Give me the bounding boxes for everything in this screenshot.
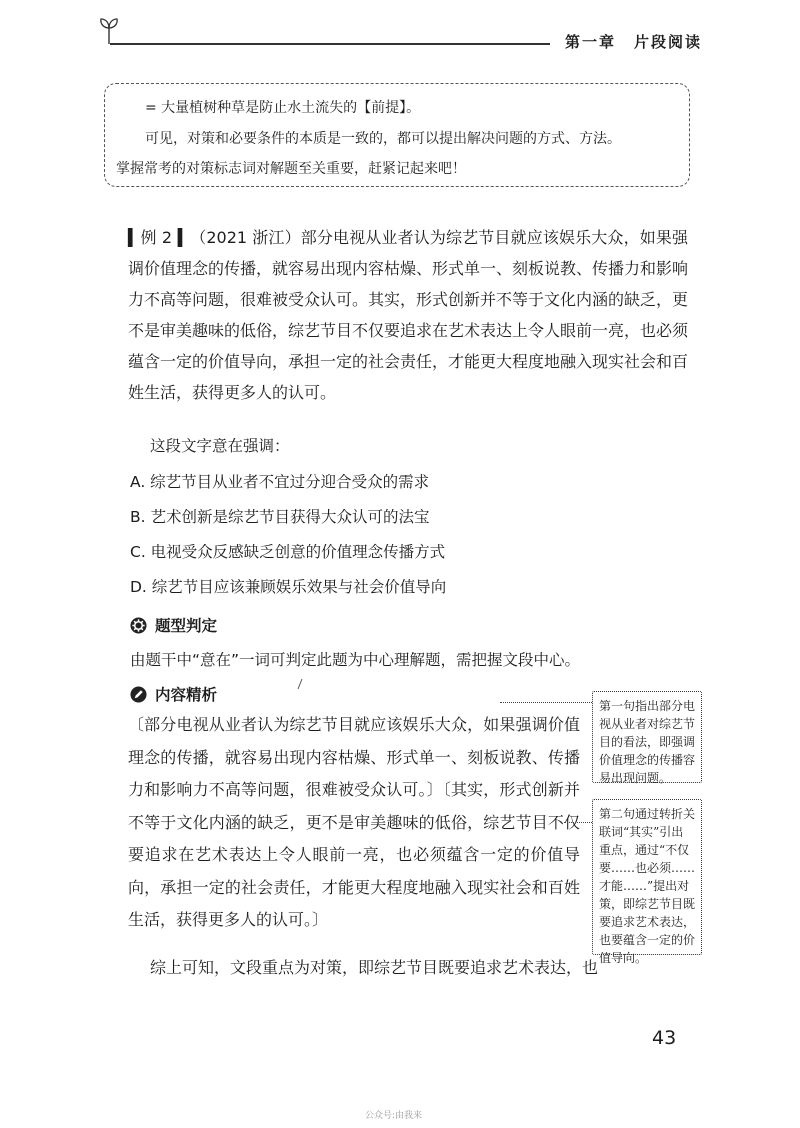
analysis-sentence-2: 〔其实，形式创新并不等于文化内涵的缺乏，更不是审美趣味的低俗，综艺节目不仅要追求在艺术表达上令人眼前一亮，也必须蕴含一定的价值导向，承担一定的社会责任，才能更大程度地融入现实社会和百姓生活，获得更多人的认可。〕 xyxy=(128,780,580,929)
tip-line-2: 可见，对策和必要条件的本质是一致的，都可以提出解决问题的方式、方法。 xyxy=(145,131,621,147)
tip-line-1: = 大量植树种草是防止水土流失的【前提】。 xyxy=(145,100,421,116)
page-number: 43 xyxy=(652,1027,677,1049)
content-analysis-heading xyxy=(130,683,217,705)
type-judgement-heading xyxy=(130,614,217,636)
analysis-paragraph xyxy=(128,709,580,937)
example-source: （2021 浙江） xyxy=(190,228,301,247)
example-body: 部分电视从业者认为综艺节目就应该娱乐大众，如果强调价值理念的传播，就容易出现内容枯燥、形式单一、刻板说教、传播力和影响力不高等问题，很难被受众认可。其实，形式创新并不等于文化内涵的缺乏，更不是审美趣味的低俗，综艺节目不仅要追求在艺术表达上令人眼前一亮，也必须蕴含一定的价值导向，承担一定的社会责任，才能更大程度地融入现实社会和百姓生活，获得更多人的认可。 xyxy=(128,228,689,402)
example-marker-right: ▍ xyxy=(172,228,191,247)
section-label: 片段阅读 xyxy=(634,33,703,51)
note-connector-1 xyxy=(500,702,592,703)
sprout-icon xyxy=(96,16,122,46)
example-marker-left: ▍ xyxy=(128,228,141,247)
content-analysis-title: 内容精析 xyxy=(155,686,218,704)
tip-line-3: 掌握常考的对策标志词对解题至关重要，赶紧记起来吧！ xyxy=(116,161,466,177)
stray-mark-decoration xyxy=(296,678,304,690)
header-rule xyxy=(110,43,550,45)
side-note-1: 第一句指出部分电视从业者对综艺节目的看法，即强调价值理念的传播容易出现问题。 xyxy=(592,691,702,783)
type-judgement-title: 题型判定 xyxy=(155,617,218,635)
question-stem: 这段文字意在强调： xyxy=(150,437,290,455)
example-paragraph xyxy=(128,222,688,408)
note-connector-2 xyxy=(564,822,592,823)
analysis-sentence-1: 〔部分电视从业者认为综艺节目就应该娱乐大众，如果强调价值理念的传播，就容易出现内容枯燥、形式单一、刻板说教、传播力和影响力不高等问题，很难被受众认可。〕 xyxy=(128,715,580,799)
conclusion-text: 综上可知，文段重点为对策，即综艺节目既要追求艺术表达，也 xyxy=(150,958,599,977)
option-a: A. 综艺节目从业者不宜过分迎合受众的需求 xyxy=(130,473,430,491)
footer-watermark: 公众号:由我来 xyxy=(365,1111,423,1121)
side-note-2: 第二句通过转折关联词“其实”引出重点，通过“不仅要……也必须……才能……”提出对策，即综艺节目既要追求艺术表达，也要蕴含一定的价值导向。 xyxy=(592,799,702,955)
option-b: B. 艺术创新是综艺节目获得大众认可的法宝 xyxy=(130,508,430,526)
running-header xyxy=(565,31,702,52)
pen-icon xyxy=(130,686,147,703)
option-c: C. 电视受众反感缺乏创意的价值理念传播方式 xyxy=(130,543,446,561)
gear-icon xyxy=(130,617,147,634)
example-tag: 例 2 xyxy=(140,228,173,247)
type-judgement-text: 由题干中“意在”一词可判定此题为中心理解题，需把握文段中心。 xyxy=(130,651,581,669)
chapter-label: 第一章 xyxy=(565,33,617,51)
option-d: D. 综艺节目应该兼顾娱乐效果与社会价值导向 xyxy=(130,578,447,596)
